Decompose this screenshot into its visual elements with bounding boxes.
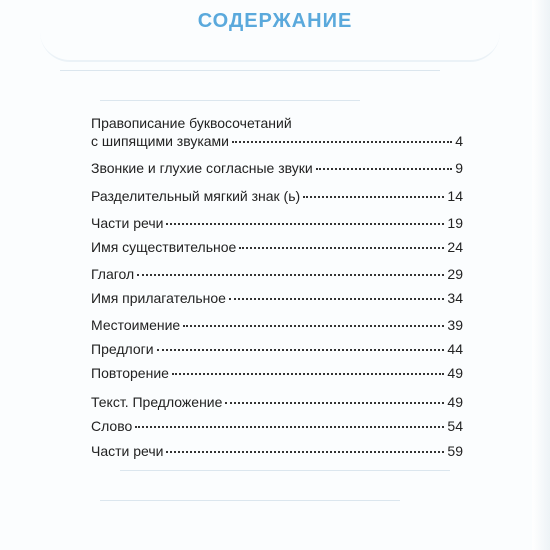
toc-entry[interactable] [91,265,463,283]
toc-page-number: 59 [447,443,463,459]
toc-entry[interactable] [91,238,463,256]
toc-entry-label: Имя существительное [91,239,237,255]
toc-entry[interactable] [91,340,463,358]
toc-page-number: 44 [447,341,463,357]
toc-leader-dots [316,168,452,170]
toc-leader-dots [239,247,444,249]
toc-page-number: 54 [447,418,463,434]
toc-page-number: 24 [447,239,463,255]
toc-leader-dots [137,274,444,276]
toc-entry-label: Предлоги [91,341,154,357]
page-title: СОДЕРЖАНИЕ [197,10,353,32]
toc-entry-label: Имя прилагательное [91,290,226,306]
toc-entry[interactable] [91,114,463,152]
toc-leader-dots [303,196,444,198]
toc-page-number: 4 [455,133,463,149]
show-through-line [100,500,400,501]
toc-entry-label: Текст. Предложение [91,394,223,410]
toc-entry-label-line2: с шипящими звуками [91,133,229,149]
toc-entry[interactable] [91,316,463,334]
show-through-line [120,470,450,471]
toc-leader-dots [172,373,444,375]
toc-entry-label: Звонкие и глухие согласные звуки [91,160,313,176]
show-through-line [60,70,440,71]
toc-page-number: 49 [447,394,463,410]
toc-entry[interactable] [91,187,463,205]
table-of-contents [91,114,463,460]
toc-page-number: 19 [447,215,463,231]
toc-page-number: 9 [455,160,463,176]
toc-page-number: 34 [447,290,463,306]
toc-leader-dots [225,402,444,404]
toc-entry-label: Местоимение [91,317,181,333]
show-through-line [100,100,360,101]
toc-entry-label: Разделительный мягкий знак (ь) [91,188,301,204]
toc-leader-dots [135,426,444,428]
toc-entry[interactable] [91,417,463,435]
toc-page-number: 49 [447,365,463,381]
toc-entry[interactable] [91,289,463,307]
page-edge-shadow [532,0,550,550]
toc-entry-label-line1: Правописание буквосочетаний [91,115,292,131]
toc-page-number: 14 [447,188,463,204]
toc-entry[interactable] [91,159,463,177]
toc-entry[interactable] [91,364,463,382]
toc-leader-dots [166,223,444,225]
toc-entry-label: Части речи [91,215,164,231]
toc-entry-label: Части речи [91,443,164,459]
toc-entry[interactable] [91,214,463,232]
toc-entry[interactable] [91,442,463,460]
toc-page-number: 29 [447,266,463,282]
toc-leader-dots [166,451,444,453]
toc-leader-dots [232,141,452,143]
toc-entry-label: Повторение [91,365,169,381]
toc-leader-dots [157,349,445,351]
toc-entry[interactable] [91,393,463,411]
toc-entry-label: Слово [91,418,133,434]
toc-page-number: 39 [447,317,463,333]
toc-leader-dots [229,298,445,300]
toc-leader-dots [183,325,444,327]
toc-entry-label: Глагол [91,266,135,282]
toc-entries [91,159,463,460]
